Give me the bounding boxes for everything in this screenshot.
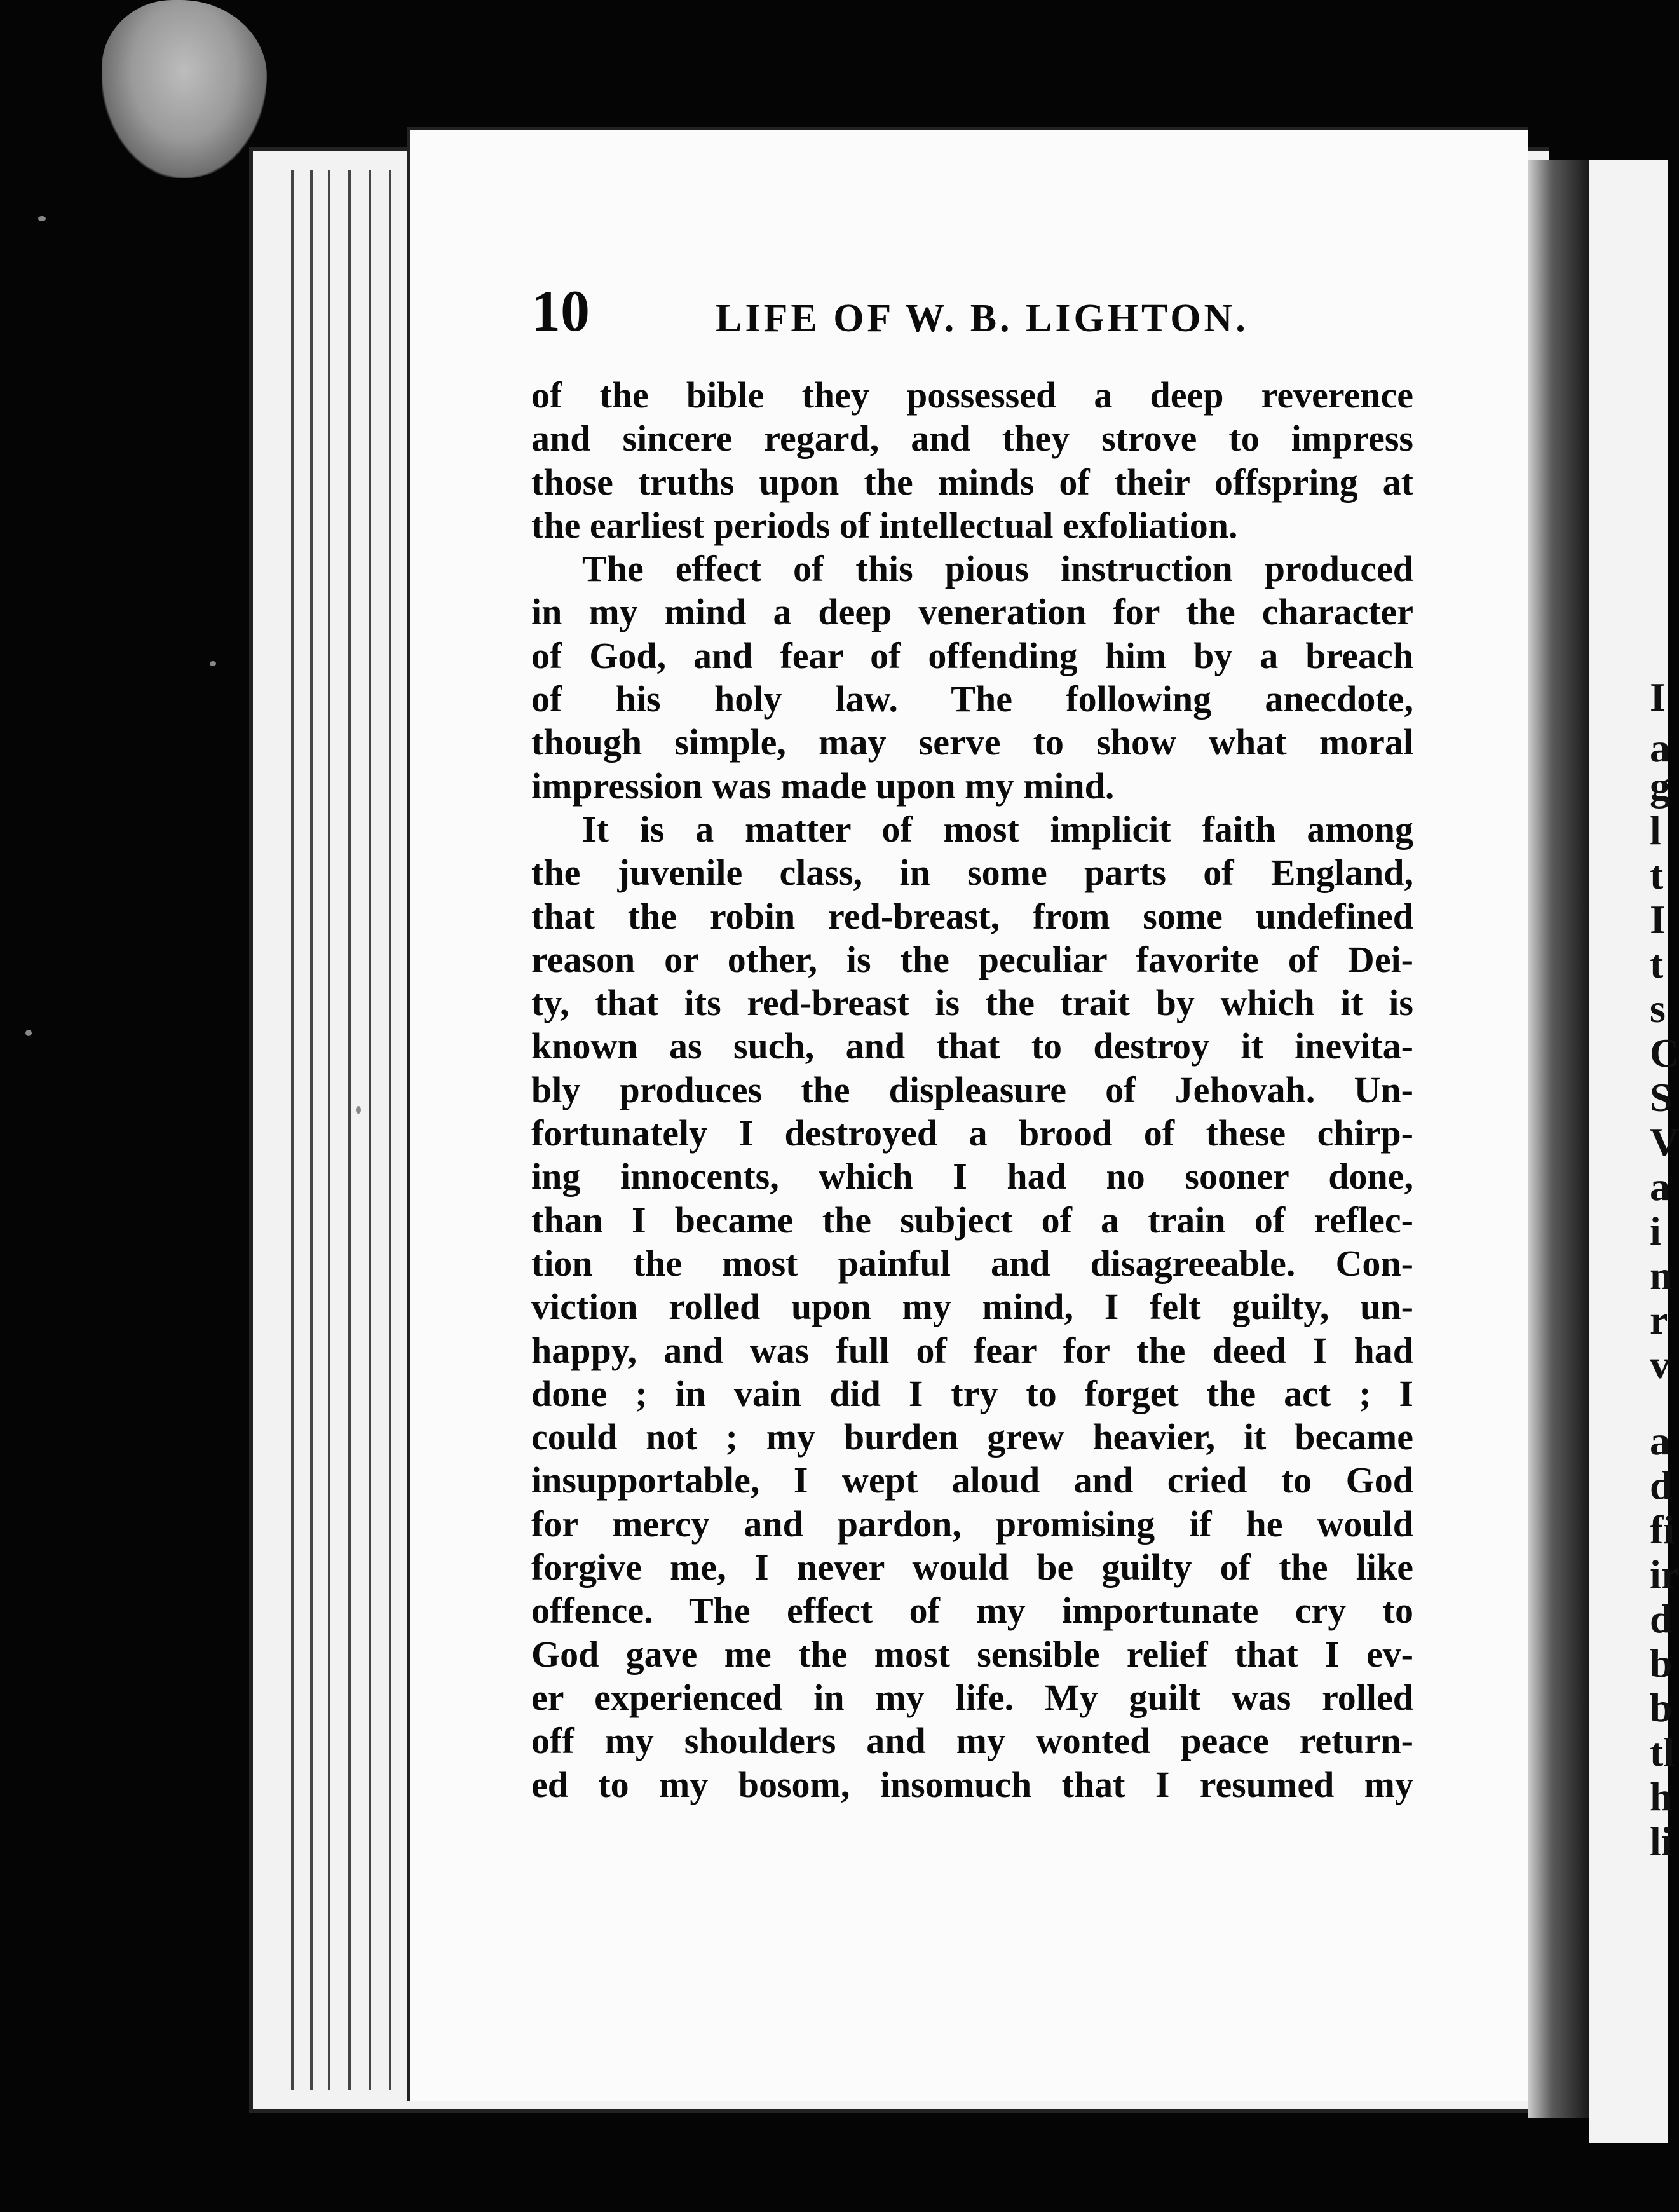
facing-page-letter: li <box>1650 1819 1673 1864</box>
page-edge-line <box>328 170 330 2090</box>
dust-speck <box>25 1030 32 1036</box>
text-line: could not ; my burden grew heavier, it became <box>531 1416 1413 1458</box>
facing-page-letter: b <box>1650 1685 1673 1730</box>
torn-paper-fragment <box>102 0 267 178</box>
text-line: bly produces the displeasure of Jehovah. Un- <box>531 1068 1413 1110</box>
facing-page-letter: a <box>1650 725 1670 770</box>
text-line: of God, and fear of offending him by a breach <box>531 634 1413 676</box>
facing-page-letter: r <box>1650 1297 1668 1342</box>
text-line: viction rolled upon my mind, I felt guilty, un- <box>531 1286 1413 1328</box>
text-line: of the bible they possessed a deep reverence <box>531 374 1413 416</box>
text-line: those truths upon the minds of their offspring at <box>531 461 1413 503</box>
facing-page-letter: d <box>1650 1596 1673 1641</box>
facing-page-letter: C <box>1650 1030 1679 1075</box>
text-line: fortunately I destroyed a brood of these chirp- <box>531 1112 1413 1154</box>
text-line: the juvenile class, in some parts of England, <box>531 852 1413 894</box>
facing-page-letter: t <box>1650 941 1664 987</box>
text-line: for mercy and pardon, promising if he would <box>531 1503 1413 1545</box>
facing-page-letter: S <box>1650 1075 1673 1120</box>
page-edge-line <box>389 170 391 2090</box>
text-line: ing innocents, which I had no sooner done, <box>531 1156 1413 1198</box>
text-line: the earliest periods of intellectual exfoliation. <box>531 504 1238 546</box>
text-line: forgive me, I never would be guilty of the like <box>531 1546 1413 1588</box>
body-text <box>531 374 1413 1806</box>
facing-page-letter: l <box>1650 808 1661 853</box>
text-line: ty, that its red-breast is the trait by which it is <box>531 982 1413 1024</box>
facing-page-letter: h <box>1650 1774 1673 1819</box>
facing-page-letter: g <box>1650 763 1670 809</box>
facing-page-letter: d <box>1650 1463 1673 1508</box>
page-edge-line <box>291 170 294 2090</box>
facing-page-letter: a <box>1650 1164 1670 1209</box>
facing-page-letter: V <box>1650 1119 1679 1164</box>
text-line: in my mind a deep veneration for the character <box>531 591 1413 633</box>
facing-page-letter: I <box>1650 897 1666 942</box>
dust-speck <box>210 661 216 666</box>
facing-page-letter: ir <box>1650 1552 1679 1597</box>
text-line: reason or other, is the peculiar favorite of Dei- <box>531 938 1413 980</box>
text-line: tion the most painful and disagreeable. Con- <box>531 1242 1413 1284</box>
dust-speck <box>356 1106 361 1114</box>
text-line: that the robin red-breast, from some undefined <box>531 895 1413 937</box>
text-line: ed to my bosom, insomuch that I resumed my <box>531 1763 1413 1805</box>
page-header <box>531 277 1421 347</box>
facing-page-letter: v <box>1650 1342 1670 1387</box>
text-line: God gave me the most sensible relief that I ev- <box>531 1633 1413 1675</box>
text-line: impression was made upon my mind. <box>531 765 1115 807</box>
facing-page-letter: t <box>1650 852 1664 898</box>
text-line: The effect of this pious instruction produced <box>582 548 1413 590</box>
facing-page-letter: a <box>1650 1418 1670 1463</box>
running-head: LIFE OF W. B. LIGHTON. <box>716 297 1249 340</box>
text-line: done ; in vain did I try to forget the act ; I <box>531 1372 1413 1414</box>
text-line: It is a matter of most implicit faith among <box>582 808 1413 850</box>
text-line: happy, and was full of fear for the deed I had <box>531 1329 1413 1371</box>
text-line: of his holy law. The following anecdote, <box>531 678 1413 720</box>
facing-page-letter: b <box>1650 1641 1673 1686</box>
text-line: offence. The effect of my importunate cry to <box>531 1590 1413 1632</box>
page-edge-line <box>310 170 313 2090</box>
page-number: 10 <box>531 278 590 343</box>
page-edge-line <box>348 170 351 2090</box>
page-edge-line <box>369 170 371 2090</box>
text-line: than I became the subject of a train of reflec- <box>531 1199 1413 1241</box>
text-line: off my shoulders and my wonted peace return- <box>531 1720 1413 1762</box>
facing-page-letter: s <box>1650 986 1666 1031</box>
facing-page-letter: I <box>1650 674 1666 720</box>
text-line: insupportable, I wept aloud and cried to God <box>531 1459 1413 1501</box>
facing-page-letter: fi <box>1650 1507 1675 1552</box>
text-line: er experienced in my life. My guilt was rolled <box>531 1676 1413 1718</box>
facing-page-letter: tl <box>1650 1730 1675 1775</box>
text-line: known as such, and that to destroy it inevita- <box>531 1025 1413 1067</box>
text-line: though simple, may serve to show what moral <box>531 721 1413 763</box>
text-line: and sincere regard, and they strove to impress <box>531 418 1413 460</box>
book-gutter <box>1528 160 1589 2118</box>
facing-page-letter: i <box>1650 1208 1661 1253</box>
facing-page-letter: n <box>1650 1253 1673 1298</box>
dust-speck <box>38 216 46 221</box>
